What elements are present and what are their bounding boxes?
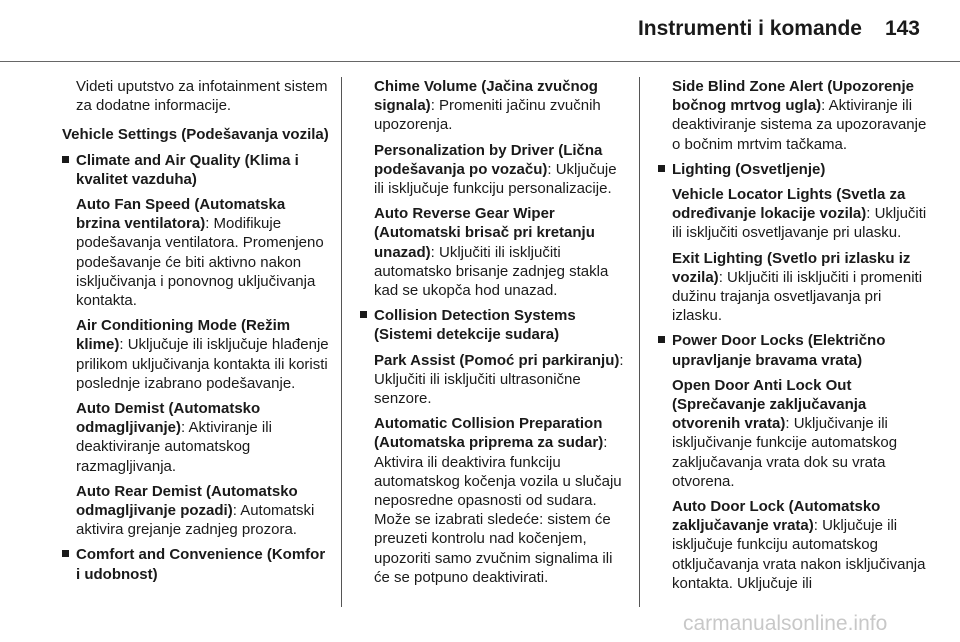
page-number: 143 xyxy=(884,17,920,40)
setting-item: Chime Volume (Jačina zvučnog signala): Promeniti jačinu zvučnih upozorenja. xyxy=(374,78,601,134)
column-3 xyxy=(672,77,928,599)
bullet-climate: Climate and Air Quality (Klima i kvalitet vazduha) xyxy=(62,151,330,189)
column-1 xyxy=(62,77,330,590)
intro-paragraph: Videti uputstvo za infotainment sistem za dodatne informacije. xyxy=(76,78,328,115)
setting-item: Auto Rear Demist (Automatsko odmagljivanje pozadi): Automatski aktivira grejanje zadnjeg prozora. xyxy=(76,482,315,539)
section-title: Vehicle Settings (Podešavanja vozila) xyxy=(62,126,329,144)
page-title: Instrumenti i komande xyxy=(637,17,862,40)
setting-item: Personalization by Driver (Lična podešavanja po vozaču): Uključuje ili isključuje funkciju personalizacije. xyxy=(374,141,617,198)
setting-item: Auto Door Lock (Automatsko zaključavanje vrata): Uključuje ili isključuje funkciju automatskog otključavanja vrata nakon isključivanja kontakta. Uključuje ili xyxy=(672,498,926,592)
setting-item: Auto Reverse Gear Wiper (Automatski brisač pri kretanju unazad): Uključiti ili isključiti automatsko brisanje zadnjeg stakla kad se ukopča hod unazad. xyxy=(374,205,609,300)
bullet-door-locks: Power Door Locks (Električno upravljanje bravama vrata) xyxy=(658,331,928,369)
setting-item: Auto Demist (Automatsko odmagljivanje): Aktiviranje ili deaktiviranje automatskog razmagljivanja. xyxy=(76,400,272,475)
bullet-comfort: Comfort and Convenience (Komfor i udobnost) xyxy=(62,545,330,583)
setting-item: Exit Lighting (Svetlo pri izlasku iz vozila): Uključiti ili isključiti i promeniti dužinu trajanja osvetljavanja pri izlasku. xyxy=(672,249,923,325)
setting-item: Park Assist (Pomoć pri parkiranju): Uključiti ili isključiti ultrasonične senzore. xyxy=(374,351,624,408)
column-divider-2 xyxy=(639,77,640,607)
setting-item: Auto Fan Speed (Automatska brzina ventilatora): Modifikuje podešavanja ventilatora. Promenjeno podešavanje će biti aktivno nakon isključivanja i ponovnog uključivanja kontakta. xyxy=(76,196,324,310)
bullet-collision: Collision Detection Systems (Sistemi detekcije sudara) xyxy=(360,306,630,344)
bullet-lighting: Lighting (Osvetljenje) xyxy=(658,160,928,179)
page-header xyxy=(0,0,960,62)
setting-item: Vehicle Locator Lights (Svetla za određivanje lokacije vozila): Uključiti ili isključiti osvetljavanje pri ulasku. xyxy=(672,186,927,242)
setting-item: Air Conditioning Mode (Režim klime): Uključuje ili isključuje hlađenje prilikom uključivanja kontakta ili koristi poslednje izabrano podešavanje. xyxy=(76,317,329,392)
watermark: carmanualsonline.info xyxy=(683,612,888,635)
setting-item: Automatic Collision Preparation (Automatska priprema za sudar): Aktivira ili deaktivira funkciju automatskog kočenja vozila u slučaju neposredne opasnosti od sudara. Može se izabrati sledeće: sistem će preuzeti kontrolu nad kočenjem, upozoriti samo zvučnim signalima ili će se potpuno deaktivirati. xyxy=(374,415,622,586)
column-2 xyxy=(374,77,630,593)
column-divider-1 xyxy=(341,77,342,607)
setting-item: Side Blind Zone Alert (Upozorenje bočnog mrtvog ugla): Aktiviranje ili deaktiviranje sistema za upozoravanje o bočnim mrtvim tačkama. xyxy=(672,78,927,153)
header-divider xyxy=(0,61,960,62)
setting-item: Open Door Anti Lock Out (Sprečavanje zaključavanja otvorenih vrata): Uključivanje ili isključivanje funkcije automatskog zaključavanja vrata dok su vrata otvorena. xyxy=(672,376,898,490)
